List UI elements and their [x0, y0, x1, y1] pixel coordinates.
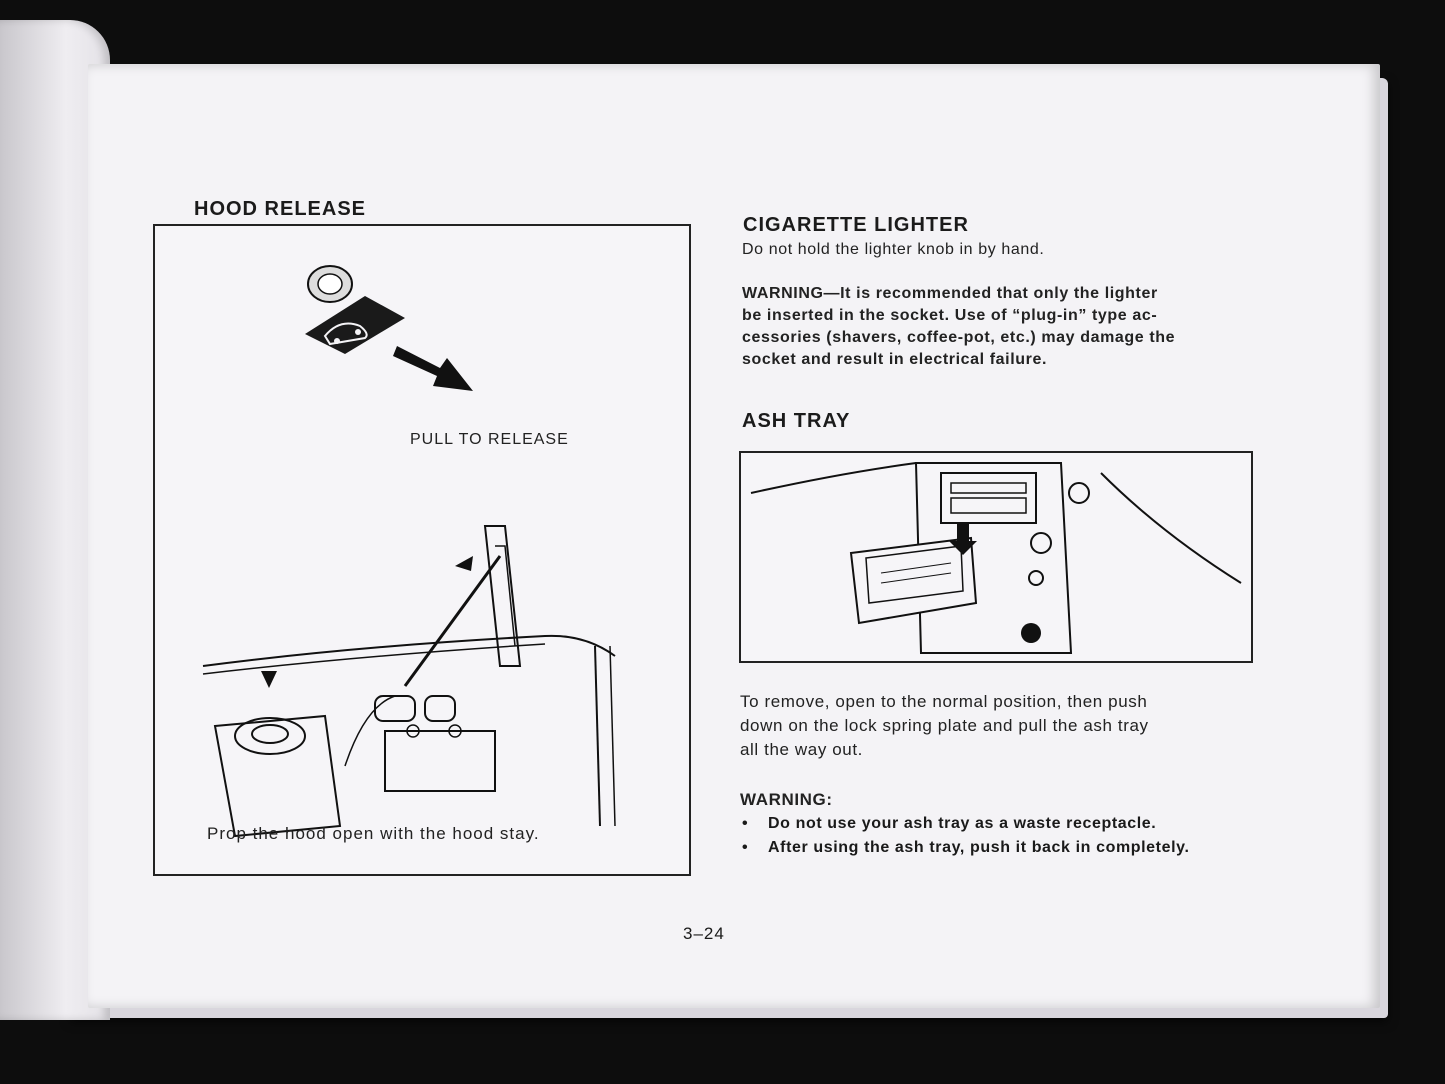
lighter-warning-line-4: socket and result in electrical failure.	[742, 351, 1047, 368]
ash-tray-warning-item	[740, 812, 1190, 836]
hood-stay-caption: Prop the hood open with the hood stay.	[207, 824, 540, 843]
ash-tray-warning-item	[740, 836, 1190, 860]
ash-tray-removal-line-3: all the way out.	[740, 740, 863, 759]
lighter-warning-line-3: cessories (shavers, coffee-pot, etc.) may damage the	[742, 329, 1176, 346]
hood-release-illustration-frame	[153, 224, 691, 876]
bullet-glyph: •	[742, 815, 749, 832]
ash-tray-illustration-frame	[739, 451, 1253, 663]
ash-tray-removal-line-2: down on the lock spring plate and pull the ash tray	[740, 716, 1149, 735]
bullet-glyph: •	[742, 839, 749, 856]
ash-tray-warning-text: After using the ash tray, push it back in completely.	[768, 839, 1190, 856]
pull-to-release-label: PULL TO RELEASE	[410, 431, 569, 448]
ash-tray-warning-text: Do not use your ash tray as a waste receptacle.	[768, 815, 1157, 832]
ash-tray-illustration	[741, 453, 1251, 661]
ash-tray-heading: ASH TRAY	[742, 410, 851, 432]
cigarette-lighter-heading: CIGARETTE LIGHTER	[743, 214, 969, 236]
page-number: 3–24	[683, 924, 725, 943]
lighter-instruction: Do not hold the lighter knob in by hand.	[742, 241, 1045, 258]
lighter-warning-line-1: WARNING—It is recommended that only the lighter	[742, 285, 1158, 302]
hood-release-heading: HOOD RELEASE	[194, 198, 367, 220]
ash-tray-warning-list	[740, 812, 1190, 860]
lighter-warning-line-2: be inserted in the socket. Use of “plug-in” type ac-	[742, 307, 1158, 324]
hood-release-lever-illustration	[155, 226, 689, 874]
ash-tray-warning-heading: WARNING:	[740, 790, 833, 809]
ash-tray-removal-line-1: To remove, open to the normal position, then push	[740, 692, 1148, 711]
